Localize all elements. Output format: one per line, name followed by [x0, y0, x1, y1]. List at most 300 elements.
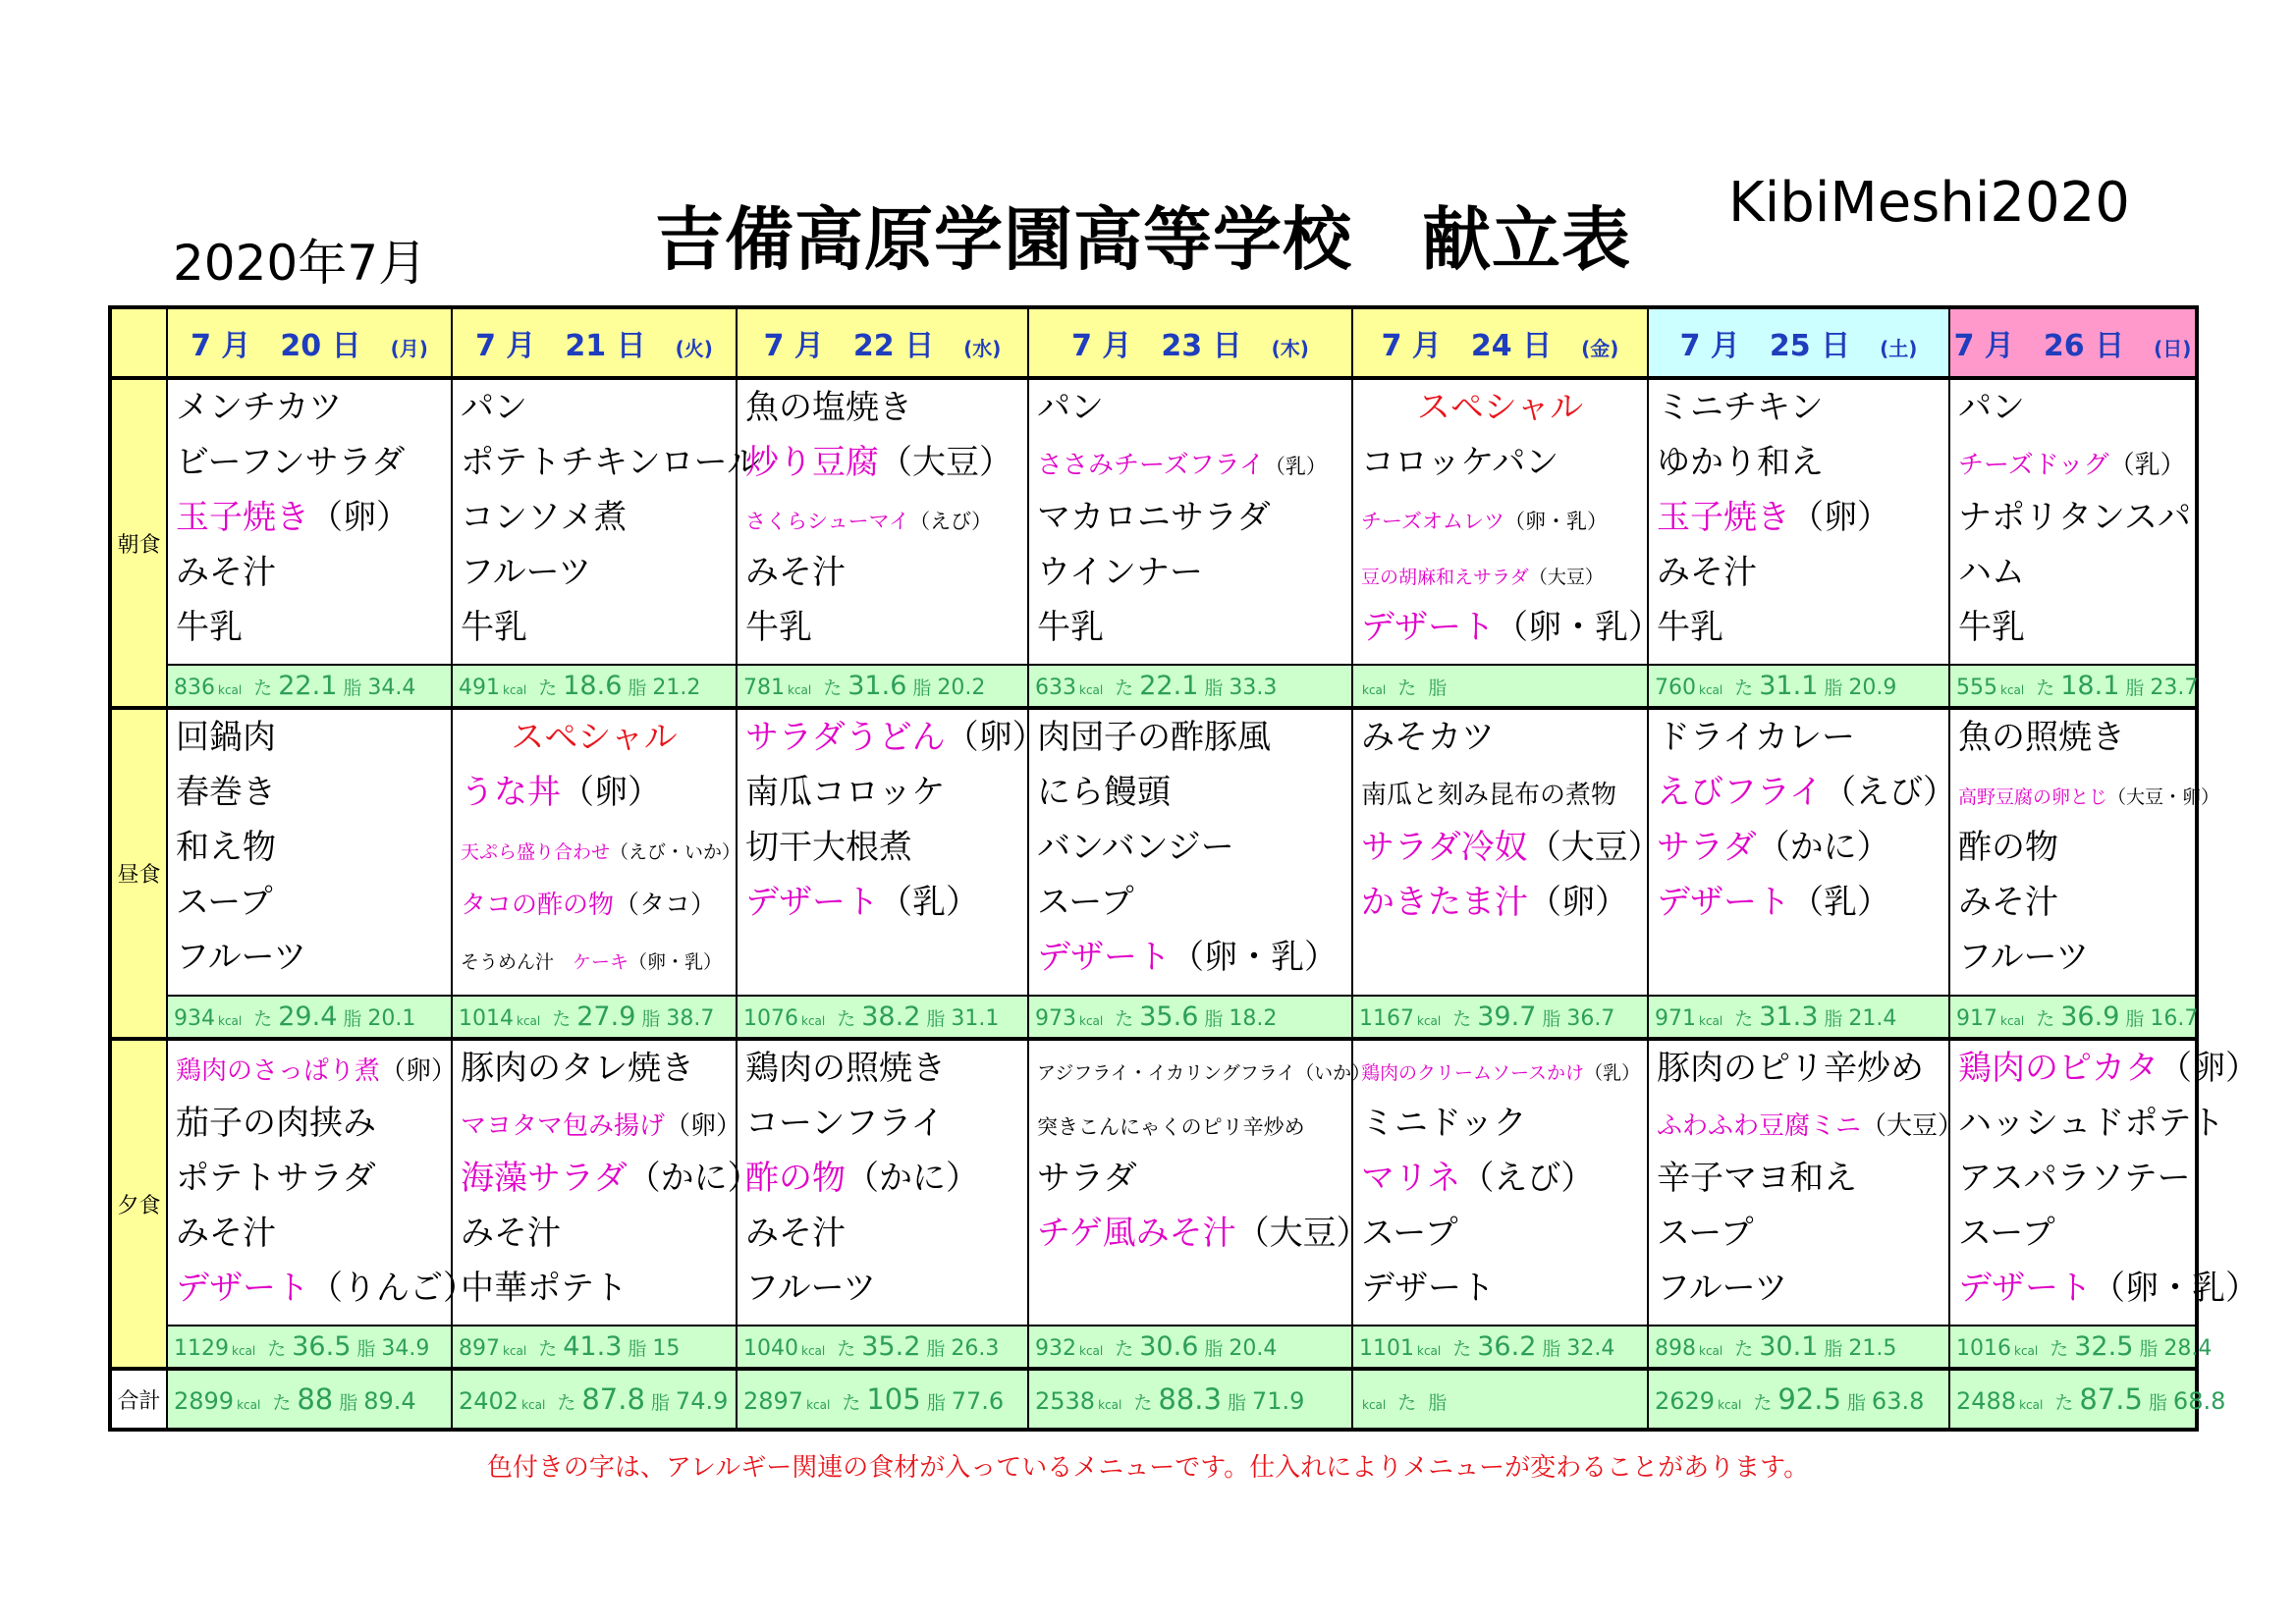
kcal-unit: kcal: [1098, 1398, 1122, 1413]
nutrition-cell: [1949, 1369, 2226, 1430]
dish-item: [1950, 380, 2195, 435]
dish-item: [168, 600, 451, 655]
day-header-1: [452, 307, 737, 378]
fat-label: 脂: [2148, 1392, 2167, 1415]
menu-cell: [167, 1039, 476, 1326]
fat-value: 77.6: [951, 1387, 1005, 1416]
menu-cell: [1648, 378, 1949, 665]
day-m: 7: [1953, 329, 1975, 363]
dish-text: フルーツ: [745, 1268, 877, 1308]
dish-text: サラダうどん: [745, 718, 946, 758]
nutrition-cell: [167, 665, 452, 708]
dish-text: みそ汁: [1958, 883, 2058, 923]
protein-label: た: [1734, 677, 1754, 700]
dish-item: [453, 545, 736, 600]
meal-label-total: [110, 1369, 167, 1430]
nutrition-cell: [1949, 996, 2197, 1039]
kcal-value: 2629: [1655, 1387, 1716, 1416]
nutrition-cell: [737, 1326, 1028, 1369]
allergy-note: 色付きの字は、アレルギー関連の食材が入っているメニューです。仕入れによりメニューが変わることがあります。: [486, 1453, 1810, 1483]
nutrition-cell: [167, 1369, 452, 1430]
day-d: 23: [1161, 329, 1203, 363]
fat-value: 20.9: [1848, 676, 1897, 701]
nutrition-cell: [1028, 1369, 1352, 1430]
fat-value: 32.4: [1566, 1336, 1615, 1362]
dish-text: ささみチーズフライ: [1037, 451, 1265, 481]
meal-row-dinner: [110, 1039, 2197, 1326]
dish-text: サラダ: [1037, 1158, 1137, 1198]
dish-item: [168, 380, 451, 435]
nutrition-cell: [452, 1369, 737, 1430]
dish-item: [453, 1151, 761, 1206]
fat-value: 38.7: [666, 1005, 715, 1031]
dish-item: [738, 1151, 1027, 1206]
protein-label: た: [538, 677, 558, 700]
dish-item: [453, 1096, 742, 1151]
dish-item: [1029, 435, 1351, 490]
dish-item: [1649, 600, 1948, 655]
kcal-unit: kcal: [1718, 1398, 1742, 1413]
day-wd: (金): [1581, 337, 1619, 360]
kcal-unit: kcal: [1079, 1344, 1104, 1359]
day-m: 7: [191, 329, 211, 363]
menu-cell: [1028, 378, 1352, 665]
dish-item: [738, 1261, 1027, 1316]
dish-text: （かに）: [627, 1158, 761, 1198]
protein-label: た: [2054, 1392, 2074, 1415]
nutrition-cell: [1352, 665, 1648, 708]
dish-text: デザート: [1361, 1268, 1495, 1308]
protein-value: 36.9: [2060, 1001, 2120, 1032]
dish-text: 豚肉のタレ焼き: [461, 1048, 694, 1088]
dish-text: デザート: [1657, 883, 1790, 923]
dish-text: みそ汁: [461, 1213, 561, 1253]
protein-value: 87.5: [2079, 1382, 2143, 1417]
day-wd: (日): [2154, 337, 2192, 360]
dish-item: [453, 710, 736, 765]
dish-item: [1353, 1041, 1647, 1096]
dish-item: [738, 1206, 1027, 1261]
protein-value: 36.5: [292, 1331, 352, 1363]
dish-item: [1029, 765, 1351, 820]
meal-label-text: 朝食: [117, 532, 161, 558]
dish-text: 中華ポテト: [461, 1268, 628, 1308]
dish-text: バンバンジー: [1037, 828, 1234, 868]
dish-text: （大豆）: [879, 443, 1012, 483]
menu-cell: [1648, 708, 1956, 995]
dish-item: [738, 1041, 1027, 1096]
dish-text: （乳）: [1790, 883, 1890, 923]
fat-label: 脂: [641, 1007, 661, 1030]
menu-cell: [452, 378, 760, 665]
dish-item: [453, 875, 736, 930]
protein-label: た: [1115, 1007, 1134, 1030]
dish-text: （卵・乳）: [629, 951, 723, 974]
dish-item: [1353, 380, 1647, 435]
meal-row-breakfast: [110, 378, 2197, 665]
protein-value: 30.6: [1139, 1331, 1199, 1363]
menu-cell: [1352, 1039, 1648, 1326]
dish-item: [738, 1096, 1027, 1151]
dish-text: ドライカレー: [1657, 718, 1855, 758]
dish-item: [1649, 765, 1956, 820]
dish-item: [738, 435, 1027, 490]
dish-text: チーズドッグ: [1958, 451, 2109, 481]
dish-text: （大豆）: [1528, 567, 1604, 589]
kcal-unit: kcal: [521, 1398, 546, 1413]
dish-text: ナポリタンスパ: [1958, 498, 2191, 538]
meal-label-lunch: [110, 708, 167, 1038]
dish-item: [453, 1261, 736, 1316]
dish-item: [1353, 1206, 1647, 1261]
day-d_u: 日: [331, 329, 361, 363]
dish-text: チゲ風みそ汁: [1037, 1213, 1236, 1253]
kcal-value: 1040: [743, 1336, 798, 1362]
dish-text: アスパラソテー: [1958, 1158, 2191, 1198]
fat-label: 脂: [1204, 1338, 1224, 1361]
dish-item: [738, 765, 1027, 820]
protein-label: た: [837, 1007, 856, 1030]
dish-item: [1353, 765, 1647, 820]
dish-text: 牛乳: [176, 608, 243, 648]
menu-cell: [737, 708, 1046, 995]
day-d_u: 日: [616, 329, 646, 363]
dish-text: 鶏肉の照焼き: [745, 1048, 946, 1088]
kcal-value: 836: [174, 676, 215, 701]
kcal-value: 898: [1655, 1336, 1696, 1362]
protein-label: た: [1734, 1007, 1754, 1030]
fat-label: 脂: [926, 1392, 946, 1415]
kcal-unit: kcal: [2000, 1013, 2025, 1028]
dish-item: [1649, 1206, 1948, 1261]
protein-label: た: [842, 1392, 861, 1415]
menu-cell: [1028, 1039, 1371, 1326]
dish-item: [1353, 1096, 1647, 1151]
fat-label: 脂: [1204, 1007, 1224, 1030]
protein-label: た: [2036, 677, 2055, 700]
dish-text: スペシャル: [1416, 388, 1584, 428]
kcal-unit: kcal: [2000, 683, 2025, 698]
kcal-unit: kcal: [1417, 1013, 1442, 1028]
dish-text: 酢の物: [745, 1158, 846, 1198]
fat-value: 26.3: [951, 1336, 1000, 1362]
kcal-unit: kcal: [1699, 1344, 1723, 1359]
dish-text: （大豆）: [1527, 828, 1662, 868]
fat-value: 36.7: [1566, 1005, 1615, 1031]
dish-text: （大豆）: [1861, 1110, 1964, 1141]
dish-text: 突きこんにゃくのピリ辛炒め: [1037, 1114, 1305, 1139]
dish-item: [738, 820, 1027, 875]
dish-item: [168, 435, 451, 490]
dish-text: 天ぷら盛り合わせ: [461, 841, 611, 864]
kcal-unit: kcal: [1079, 1013, 1104, 1028]
dish-item: [1353, 545, 1647, 600]
dish-item: [1029, 1151, 1351, 1206]
fat-value: 23.7: [2150, 676, 2199, 701]
fat-label: 脂: [628, 677, 647, 700]
dish-item: [1029, 820, 1351, 875]
day-d: 24: [1470, 329, 1512, 363]
dish-text: ハッシュドポテト: [1958, 1103, 2225, 1143]
dish-text: パン: [1958, 388, 2025, 428]
dish-text: ウインナー: [1037, 553, 1203, 593]
dish-text: ポテトチキンロール: [461, 443, 760, 483]
dish-item: [1649, 1096, 1964, 1151]
kcal-unit: kcal: [1699, 683, 1723, 698]
dish-text: みそカツ: [1361, 718, 1495, 758]
protein-value: 31.6: [847, 671, 907, 702]
nutrition-cell: [1028, 665, 1352, 708]
dish-text: （卵・乳）: [1495, 608, 1662, 648]
dish-text: 回鍋肉: [176, 718, 276, 758]
dish-text: （卵）: [1790, 498, 1890, 538]
day-m_u: 月: [1710, 329, 1740, 363]
dish-text: 魚の照焼き: [1958, 718, 2125, 758]
dish-text: スープ: [1037, 883, 1134, 923]
dish-text: 南瓜コロッケ: [745, 773, 946, 813]
fat-label: 脂: [1542, 1338, 1561, 1361]
dish-text: （えび）: [1460, 1158, 1595, 1198]
day-m: 7: [475, 329, 496, 363]
dish-text: （えび・いか）: [610, 841, 741, 864]
day-header-0: [167, 307, 452, 378]
dish-text: 辛子マヨ和え: [1657, 1158, 1857, 1198]
dish-text: にら饅頭: [1037, 773, 1171, 813]
day-header-2: [737, 307, 1028, 378]
nutrition-cell: [452, 1326, 737, 1369]
protein-value: 30.1: [1759, 1331, 1819, 1363]
dish-text: フルーツ: [1958, 938, 2090, 978]
dish-text: 海藻サラダ: [461, 1158, 628, 1198]
nutrition-cell: [1648, 1326, 1949, 1369]
day-wd: (火): [675, 337, 713, 360]
protein-label: た: [823, 677, 843, 700]
menu-cell: [1028, 708, 1352, 995]
protein-label: た: [1115, 1338, 1134, 1361]
nutrition-row-breakfast: [110, 665, 2197, 708]
dish-item: [1649, 490, 1948, 545]
dish-item: [1950, 710, 2195, 765]
protein-value: 31.1: [1759, 671, 1819, 702]
dish-text: フルーツ: [1657, 1268, 1788, 1308]
protein-label: た: [2050, 1338, 2069, 1361]
kcal-value: 2402: [459, 1387, 519, 1416]
menu-cell: [167, 378, 452, 665]
dish-item: [738, 545, 1027, 600]
corner-cell: [110, 307, 167, 378]
dish-item: [168, 1151, 451, 1206]
day-d: 22: [852, 329, 895, 363]
page-title: 吉備高原学園高等学校 献立表: [655, 199, 1631, 280]
dish-item: [1950, 820, 2195, 875]
dish-item: [453, 380, 736, 435]
dish-item: [1950, 875, 2195, 930]
dish-text: デザート: [745, 883, 879, 923]
dish-text: 豆の胡麻和えサラダ: [1361, 567, 1529, 589]
day-d_u: 日: [2095, 329, 2125, 363]
fat-label: 脂: [356, 1338, 376, 1361]
protein-value: 31.3: [1759, 1001, 1819, 1032]
meal-label-text: 合計: [117, 1388, 161, 1414]
dish-text: デザート: [1958, 1268, 2092, 1308]
kcal-value: 1167: [1359, 1005, 1414, 1031]
dish-text: メンチカツ: [176, 388, 343, 428]
dish-item: [1950, 600, 2195, 655]
dish-item: [168, 875, 451, 930]
dish-item: [168, 710, 451, 765]
dish-item: [1649, 820, 1948, 875]
fat-label: 脂: [926, 1338, 946, 1361]
protein-label: た: [557, 1392, 576, 1415]
month-label: 2020年7月: [173, 235, 428, 292]
dish-text: ミニドック: [1361, 1103, 1527, 1143]
day-header-6: [1949, 307, 2197, 378]
dish-text: （卵・乳）: [2092, 1268, 2259, 1308]
day-m_u: 月: [221, 329, 251, 363]
dish-item: [1950, 1151, 2195, 1206]
dish-text: （タコ）: [614, 891, 717, 921]
protein-value: 35.6: [1139, 1001, 1199, 1032]
dish-text: （卵）: [309, 498, 410, 538]
dish-item: [1649, 380, 1948, 435]
meal-row-lunch: [110, 708, 2197, 995]
dish-text: 牛乳: [461, 608, 527, 648]
dish-text: （乳）: [1584, 1061, 1641, 1084]
dish-item: [1029, 1261, 1351, 1316]
kcal-value: 2488: [1956, 1387, 2017, 1416]
fat-label: 脂: [628, 1338, 647, 1361]
day-d_u: 日: [1212, 329, 1242, 363]
nutrition-row-dinner: [110, 1326, 2197, 1369]
day-header-row: [110, 307, 2197, 378]
day-d: 21: [565, 329, 607, 363]
fat-value: 20.2: [937, 676, 986, 701]
day-d: 25: [1769, 329, 1811, 363]
kcal-unit: kcal: [2019, 1398, 2044, 1413]
dish-text: ハム: [1958, 553, 2025, 593]
fat-value: 34.4: [367, 676, 416, 701]
protein-label: た: [1452, 1338, 1472, 1361]
meal-label-dinner: [110, 1039, 167, 1369]
protein-label: た: [1397, 1392, 1417, 1415]
fat-label: 脂: [926, 1007, 946, 1030]
kcal-value: 1129: [174, 1336, 229, 1362]
dish-text: ビーフンサラダ: [176, 443, 406, 483]
dish-text: 牛乳: [1037, 608, 1104, 648]
dish-item: [1029, 1206, 1370, 1261]
protein-value: 22.1: [278, 671, 338, 702]
brand-logo-text: KibiMeshi2020: [1728, 171, 2130, 235]
nutrition-cell: [167, 1326, 452, 1369]
fat-value: 18.2: [1229, 1005, 1278, 1031]
dish-text: 豚肉のピリ辛炒め: [1657, 1048, 1924, 1088]
kcal-unit: kcal: [503, 683, 527, 698]
nutrition-cell: [1028, 996, 1352, 1039]
protein-value: 18.1: [2060, 671, 2120, 702]
nutrition-cell: [1352, 996, 1648, 1039]
protein-value: 88.3: [1158, 1382, 1222, 1417]
kcal-unit: kcal: [503, 1344, 527, 1359]
dish-item: [168, 820, 451, 875]
dish-item: [738, 490, 1027, 545]
fat-label: 脂: [1542, 1007, 1561, 1030]
dish-text: みそ汁: [745, 553, 846, 593]
dish-item: [1029, 1096, 1351, 1151]
kcal-value: 934: [174, 1005, 215, 1031]
protein-value: 38.2: [861, 1001, 921, 1032]
dish-item: [1353, 930, 1647, 985]
kcal-unit: kcal: [1417, 1344, 1442, 1359]
protein-label: た: [253, 1007, 273, 1030]
nutrition-cell: [737, 996, 1028, 1039]
dish-text: スープ: [1958, 1213, 2055, 1253]
fat-label: 脂: [2125, 1007, 2145, 1030]
dish-text: みそ汁: [176, 553, 276, 593]
total-row: [110, 1369, 2197, 1430]
nutrition-cell: [1648, 665, 1949, 708]
dish-item: [453, 600, 736, 655]
dish-text: （乳）: [1264, 455, 1327, 479]
day-header-3: [1028, 307, 1352, 378]
dish-text: タコの酢の物: [461, 891, 615, 921]
protein-value: 105: [866, 1382, 921, 1417]
dish-text: 牛乳: [745, 608, 812, 648]
dish-item: [1950, 1206, 2195, 1261]
dish-text: えびフライ: [1657, 773, 1823, 813]
dish-text: フルーツ: [461, 553, 592, 593]
dish-text: 肉団子の酢豚風: [1037, 718, 1271, 758]
dish-text: （かに）: [1756, 828, 1890, 868]
dish-item: [453, 820, 741, 875]
dish-item: [168, 1096, 451, 1151]
day-header-4: [1352, 307, 1648, 378]
day-m: 7: [1679, 329, 1701, 363]
dish-text: マヨタマ包み揚げ: [461, 1110, 666, 1141]
protein-label: た: [272, 1392, 292, 1415]
fat-label: 脂: [1846, 1392, 1866, 1415]
dish-text: （大豆・卵）: [2107, 786, 2220, 809]
protein-label: た: [1115, 677, 1134, 700]
menu-cell: [452, 1039, 761, 1326]
dish-text: かきたま汁: [1361, 883, 1528, 923]
menu-cell: [1648, 1039, 1964, 1326]
kcal-value: 973: [1035, 1005, 1076, 1031]
fat-value: 34.9: [381, 1336, 430, 1362]
dish-item: [738, 930, 1027, 985]
dish-text: （卵・乳）: [1171, 938, 1338, 978]
dish-item: [738, 600, 1027, 655]
dish-text: アジフライ・イカリングフライ: [1037, 1061, 1296, 1084]
meal-label-text: 夕食: [117, 1193, 161, 1218]
nutrition-cell: [1028, 1326, 1352, 1369]
kcal-unit: kcal: [1079, 683, 1104, 698]
day-wd: (月): [390, 337, 428, 360]
dish-item: [1353, 875, 1647, 930]
dish-item: [1950, 765, 2220, 820]
dish-item: [738, 380, 1027, 435]
dish-text: 鶏肉のさっぱり煮: [176, 1056, 381, 1086]
dish-text: ポテトサラダ: [176, 1158, 376, 1198]
kcal-unit: kcal: [801, 1344, 826, 1359]
dish-text: みそ汁: [1657, 553, 1757, 593]
fat-label: 脂: [343, 1007, 362, 1030]
dish-item: [168, 490, 451, 545]
kcal-unit: kcal: [806, 1398, 831, 1413]
nutrition-cell: [1648, 1369, 1949, 1430]
dish-text: 玉子焼き: [1657, 498, 1790, 538]
kcal-unit: kcal: [2014, 1344, 2039, 1359]
fat-label: 脂: [1824, 677, 1843, 700]
